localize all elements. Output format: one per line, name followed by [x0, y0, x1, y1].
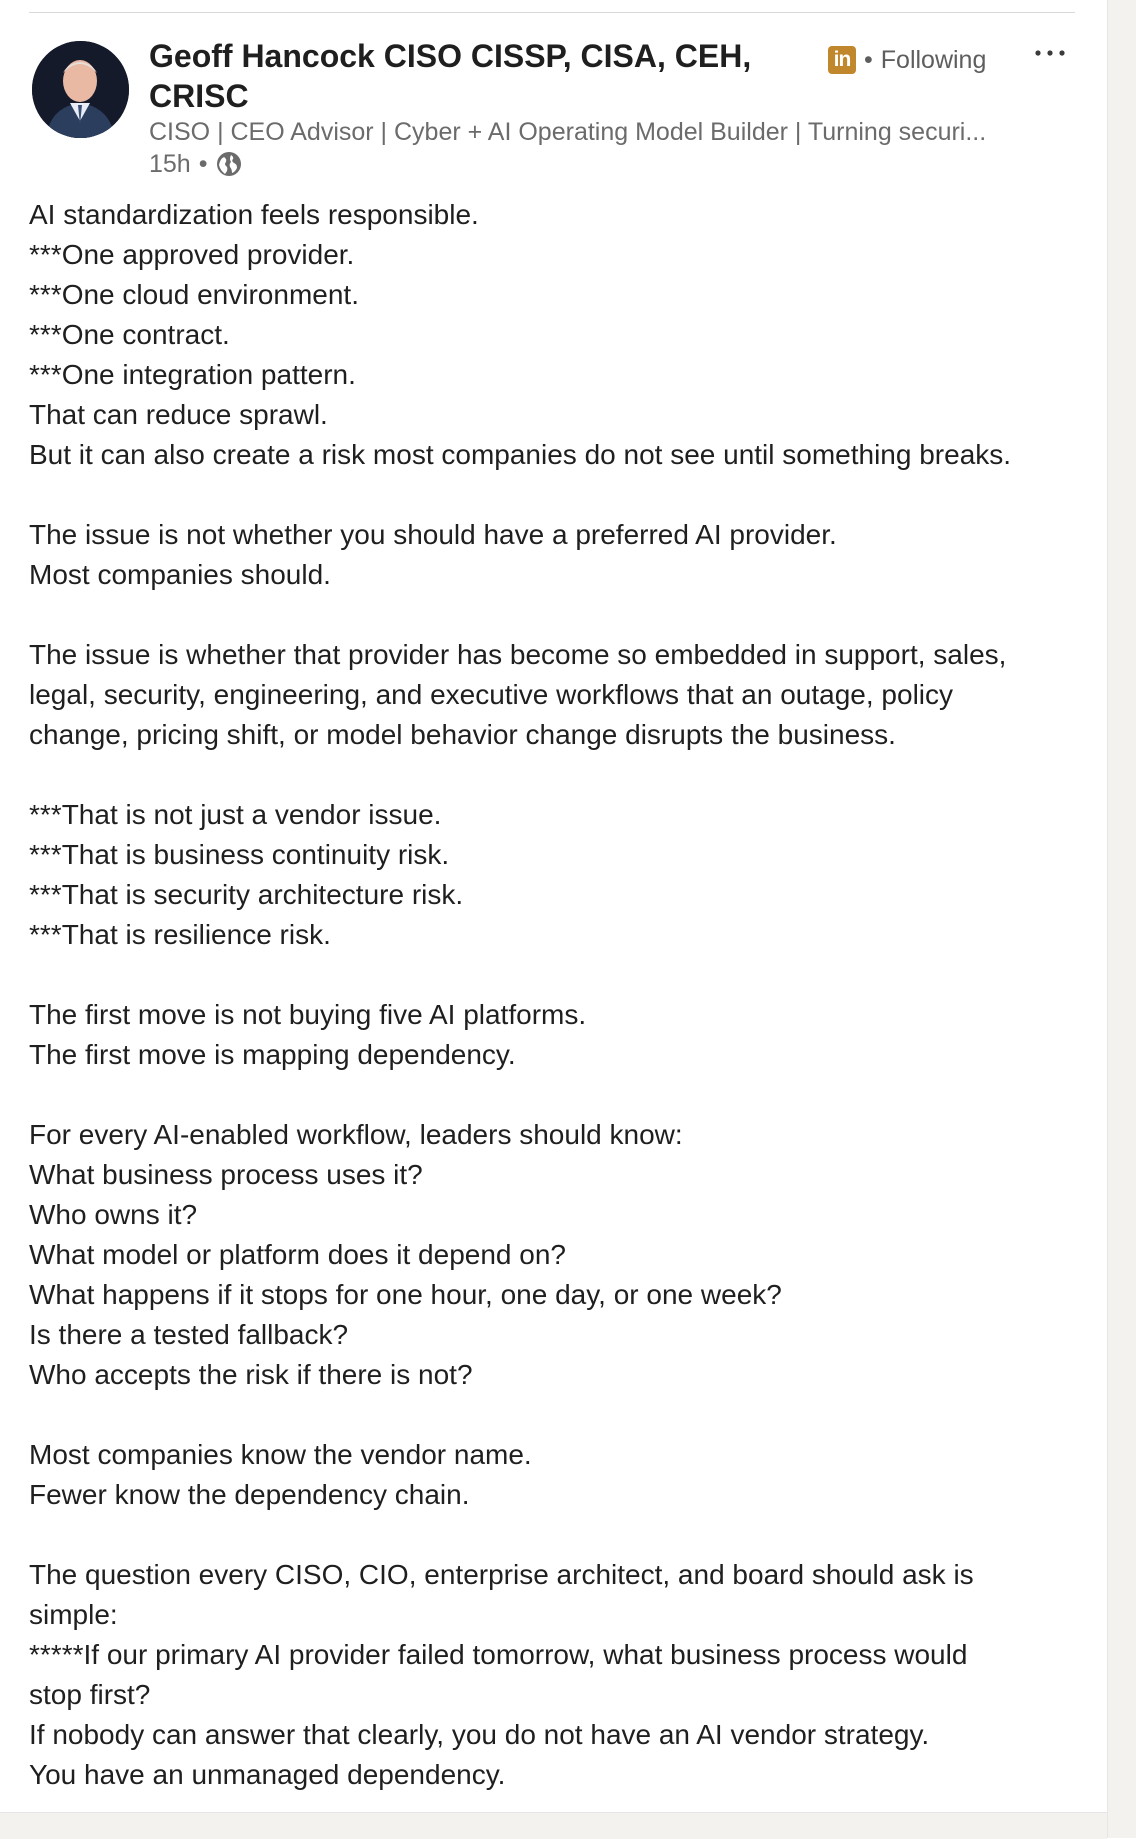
- post-line: Most companies know the vendor name.: [29, 1439, 532, 1470]
- post-line: ***That is security architecture risk.: [29, 879, 464, 910]
- post-line: If nobody can answer that clearly, you do not have an AI vendor strategy.: [29, 1719, 930, 1750]
- post-blank-line: [29, 595, 1089, 635]
- post-body: [29, 195, 1089, 1795]
- post-line: What happens if it stops for one hour, one day, or one week?: [29, 1279, 782, 1310]
- post-line: ***That is not just a vendor issue.: [29, 799, 442, 830]
- post-blank-line: [29, 955, 1089, 995]
- post-line: ***One contract.: [29, 319, 230, 350]
- post-line: The first move is not buying five AI platforms.: [29, 999, 587, 1030]
- post-line: ***One integration pattern.: [29, 359, 356, 390]
- globe-icon: [215, 150, 243, 178]
- post-blank-line: [29, 475, 1089, 515]
- post-line: But it can also create a risk most companies do not see until something breaks.: [29, 439, 1012, 470]
- post-line: Who accepts the risk if there is not?: [29, 1359, 473, 1390]
- post-line: Most companies should.: [29, 559, 331, 590]
- post-line: *****If our primary AI provider failed tomorrow, what business process would: [29, 1639, 968, 1670]
- post-line: The first move is mapping dependency.: [29, 1039, 516, 1070]
- post-line: For every AI-enabled workflow, leaders should know:: [29, 1119, 683, 1150]
- following-button[interactable]: Following: [880, 45, 987, 74]
- post-blank-line: [29, 1515, 1089, 1555]
- post-line: change, pricing shift, or model behavior change disrupts the business.: [29, 719, 896, 750]
- post-line: That can reduce sprawl.: [29, 399, 328, 430]
- meta-separator: •: [864, 45, 873, 74]
- post-line: The issue is not whether you should have a preferred AI provider.: [29, 519, 837, 550]
- post-line: AI standardization feels responsible.: [29, 199, 479, 230]
- post-line: ***That is resilience risk.: [29, 919, 331, 950]
- post-line: Is there a tested fallback?: [29, 1319, 349, 1350]
- timestamp-separator: •: [198, 149, 208, 178]
- author-meta: [828, 42, 986, 78]
- author-avatar[interactable]: [32, 41, 129, 138]
- post-line: ***One approved provider.: [29, 239, 355, 270]
- post-line: The question every CISO, CIO, enterprise architect, and board should ask is: [29, 1559, 974, 1590]
- post-line: stop first?: [29, 1679, 151, 1710]
- post-line: What business process uses it?: [29, 1159, 423, 1190]
- post-line: ***That is business continuity risk.: [29, 839, 450, 870]
- post-blank-line: [29, 1395, 1089, 1435]
- post-blank-line: [29, 1075, 1089, 1115]
- page-gutter: [1107, 0, 1136, 1838]
- ellipsis-icon: [1034, 49, 1066, 57]
- post-line: Who owns it?: [29, 1199, 198, 1230]
- author-headline: CISO | CEO Advisor | Cyber + AI Operating Model Builder | Turning securi...: [149, 118, 987, 146]
- more-options-button[interactable]: [1030, 38, 1070, 68]
- post-line: The issue is whether that provider has become so embedded in support, sales,: [29, 639, 1007, 670]
- avatar-photo: [32, 41, 129, 138]
- post-line: What model or platform does it depend on?: [29, 1239, 566, 1270]
- post-line: ***One cloud environment.: [29, 279, 359, 310]
- post-line: simple:: [29, 1599, 118, 1630]
- post-line: You have an unmanaged dependency.: [29, 1759, 506, 1790]
- feed-gap: [0, 1812, 1107, 1839]
- top-divider: [29, 12, 1075, 13]
- post-timestamp: 15h: [149, 149, 191, 178]
- post-blank-line: [29, 755, 1089, 795]
- linkedin-icon: in: [828, 46, 856, 74]
- post-line: legal, security, engineering, and executive workflows that an outage, policy: [29, 679, 954, 710]
- post-line: Fewer know the dependency chain.: [29, 1479, 470, 1510]
- author-name[interactable]: Geoff Hancock CISO CISSP, CISA, CEH, CRISC: [149, 38, 752, 114]
- timestamp-row: [149, 148, 243, 180]
